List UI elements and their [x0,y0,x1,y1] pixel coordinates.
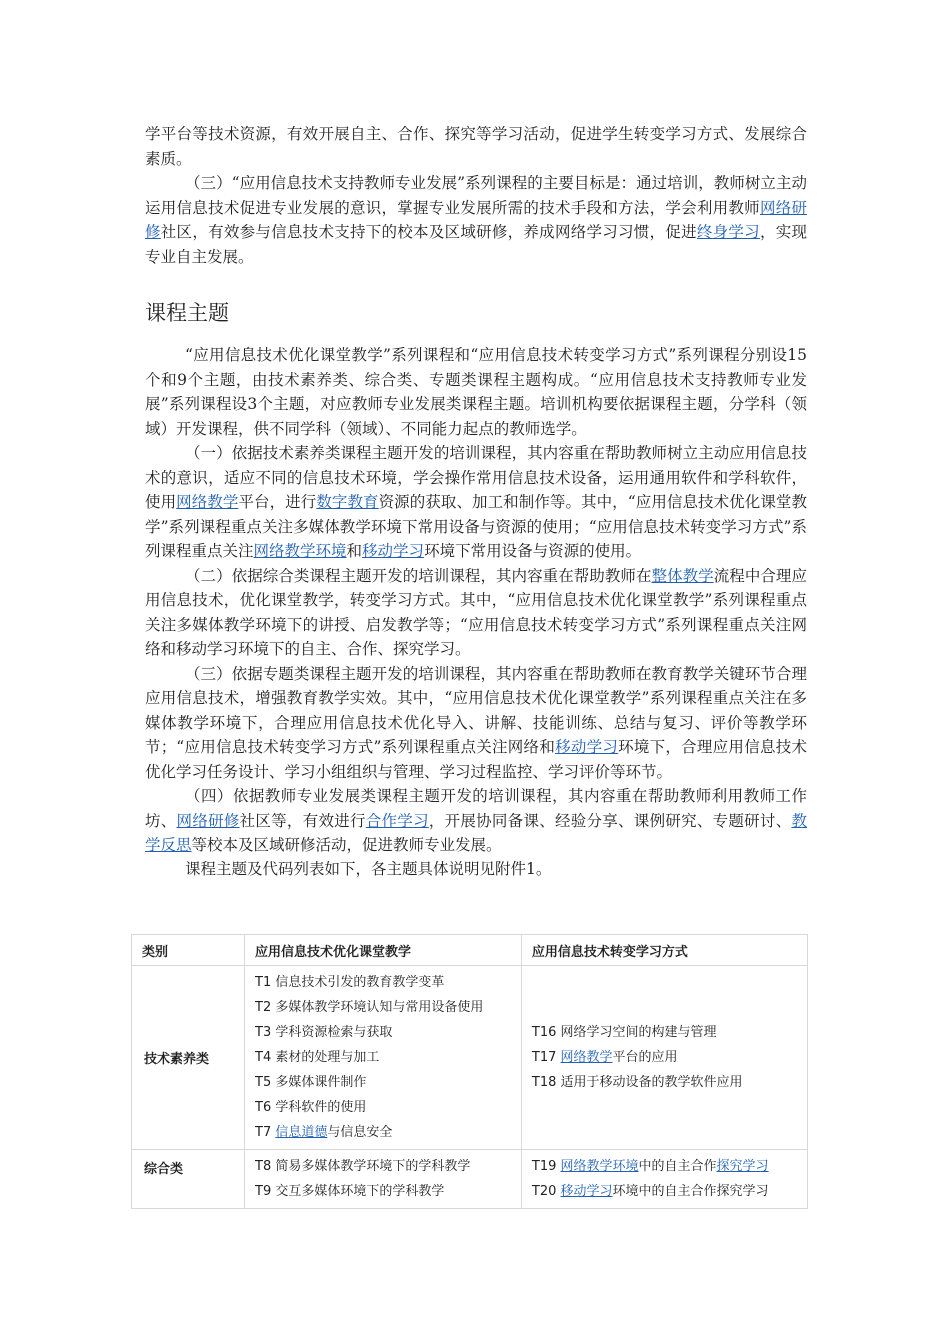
link-teaching-reflection[interactable]: 教学反思 [145,811,807,854]
link-lifelong-learning[interactable]: 终身学习 [696,223,760,241]
link-network-research[interactable]: 网络研修 [176,811,240,830]
table-row [132,966,808,1150]
link-network-teaching[interactable]: 网络教学 [176,493,239,511]
category-cell: 技术素养类 [132,966,245,1150]
text: 环境中的自主合作探究学习 [612,1184,769,1199]
list-item [532,1154,797,1179]
text: 中的自主合作 [638,1159,717,1174]
table-header-row [132,935,808,966]
intro-paragraph: 学平台等技术资源，有效开展自主、合作、探究等学习活动，促进学生转变学习方式、发展综合素质。 [145,125,807,168]
list-item: T2 多媒体教学环境认知与常用设备使用 [255,1000,484,1015]
text: 平台，进行 [238,493,317,511]
link-inquiry-learning[interactable]: 探究学习 [716,1159,769,1174]
link-holistic-teaching[interactable]: 整体教学 [651,566,714,585]
link-mobile-learning[interactable]: 移动学习 [555,738,619,756]
section-title: 课程主题 [145,301,229,325]
text: ，实现专业自主发展。 [145,223,807,266]
text: T7 [255,1125,276,1140]
text: （三）依据专题类课程主题开发的培训课程，其内容重在帮助教师在教育教学关键环节合理应用信息技术，增强教育教学实效。其中，“应用信息技术优化课堂教学”系列课程重点关注在多媒体教学环境下，合理应用信息技术优化导入、讲解、技能训练、总结与复习、评价等教学环节；“应用信息技术转变学习方式”系列课程重点关注网络和 [145,664,807,756]
text: T20 [531,1184,561,1199]
text: T19 [531,1159,561,1174]
list-item: T18 适用于移动设备的教学软件应用 [531,1075,743,1090]
list-item: T1 信息技术引发的教育教学变革 [255,975,445,990]
link-network-teaching-env[interactable]: 网络教学环境 [560,1159,639,1174]
link-info-ethics[interactable]: 信息道德 [275,1125,328,1140]
table-row [132,1150,808,1209]
text: 和 [346,542,363,560]
list-item: T3 学科资源检索与获取 [255,1025,393,1040]
link-mobile-learning[interactable]: 移动学习 [362,542,425,560]
text: 流程中合理应用信息技术，优化课堂教学，转变学习方式。其中，“应用信息技术优化课堂教学”系列课程重点关注多媒体教学环境下的讲授、启发教学等；“应用信息技术转变学习方式”系列课程重点关注网络和移动学习环境下的自主、合作、探究学习。 [145,566,807,658]
list-item [255,1120,511,1145]
text: 环境下常用设备与资源的使用。 [424,542,642,560]
text: 社区，有效参与信息技术支持下的校本及区域研修，养成网络学习习惯，促进 [160,223,697,241]
document-body [145,122,807,880]
topics-paragraph: “应用信息技术优化课堂教学”系列课程和“应用信息技术转变学习方式”系列课程分别设15个和9个主题，由技术素养类、综合类、专题类课程主题构成。“应用信息技术支持教师专业发展”系列课程设3个主题，对应教师专业发展类课程主题。培训机构要依据课程主题，分学科（领域）开发课程，供不同学科（领域）、不同能力起点的教师选学。 [145,346,807,438]
list-item: T4 素材的处理与加工 [255,1050,380,1065]
list-item: T8 简易多媒体教学环境下的学科教学 [255,1159,471,1174]
text: （四）依据教师专业发展类课程主题开发的培训课程，其内容重在帮助教师利用教师工作坊、 [145,787,807,830]
text: 等校本及区域研修活动，促进教师专业发展。 [191,836,502,854]
link-network-teaching[interactable]: 网络教学 [560,1050,613,1065]
goal-three-paragraph [145,171,807,269]
text: （二）依据综合类课程主题开发的培训课程，其内容重在帮助教师在 [185,566,652,585]
text: （一）依据技术素养类课程主题开发的培训课程，其内容重在帮助教师树立主动应用信息技术的意识，适应不同的信息技术环境，学会操作常用信息技术设备，运用通用软件和学科软件，使用 [145,444,807,511]
header-category: 类别 [132,935,245,966]
special-topic-paragraph [145,662,807,785]
comprehensive-paragraph [145,564,807,662]
tech-literacy-paragraph [145,441,807,564]
professional-dev-paragraph [145,784,807,858]
link-network-teaching-env[interactable]: 网络教学环境 [253,542,347,560]
text: 与信息安全 [327,1125,393,1140]
list-item [532,1179,797,1204]
link-network-research[interactable]: 网络研修 [145,198,807,241]
topic-list-cell [245,1150,522,1209]
topic-list-cell [521,1150,807,1209]
text: （三）“应用信息技术支持教师专业发展”系列课程的主要目标是：通过培训，教师树立主动运用信息技术促进专业发展的意识，掌握专业发展所需的技术手段和方法，学会利用教师 [145,174,807,217]
text: 社区等，有效进行 [239,811,366,830]
list-item [532,1045,797,1070]
topic-list-cell [245,966,522,1150]
text: 平台的应用 [612,1050,678,1065]
table-caption: 课程主题及代码列表如下，各主题具体说明见附件1。 [185,859,552,878]
text: T17 [531,1050,561,1065]
list-item: T5 多媒体课件制作 [255,1075,367,1090]
course-topics-table [131,934,808,1209]
list-item: T9 交互多媒体环境下的学科教学 [255,1184,445,1199]
list-item: T6 学科软件的使用 [255,1100,367,1115]
link-cooperative-learning[interactable]: 合作学习 [365,811,429,830]
text: ，开展协同备课、经验分享、课例研究、专题研讨、 [428,811,792,830]
header-transform: 应用信息技术转变学习方式 [521,935,807,966]
header-optimize: 应用信息技术优化课堂教学 [245,935,522,966]
list-item: T16 网络学习空间的构建与管理 [531,1025,717,1040]
topic-list-cell [521,966,807,1150]
category-cell: 综合类 [132,1150,245,1209]
link-digital-education[interactable]: 数字教育 [316,493,379,511]
text: 环境下，合理应用信息技术优化学习任务设计、学习小组组织与管理、学习过程监控、学习评价等环节。 [145,738,807,781]
text: 资源的获取、加工和制作等。其中，“应用信息技术优化课堂教学”系列课程重点关注多媒体教学环境下常用设备与资源的使用；“应用信息技术转变学习方式”系列课程重点关注 [145,493,807,560]
link-mobile-learning[interactable]: 移动学习 [560,1184,613,1199]
